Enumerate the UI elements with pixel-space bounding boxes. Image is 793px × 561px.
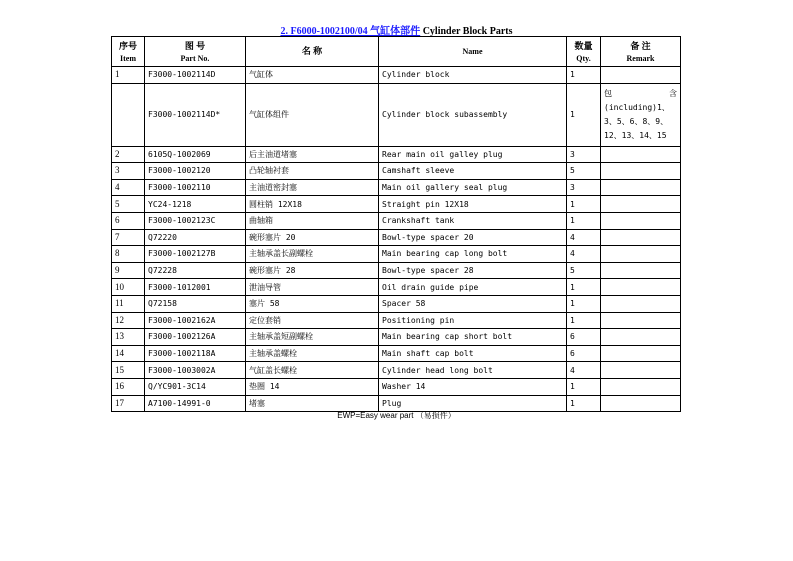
part-no-cell: F3000-1002123C (145, 212, 246, 229)
qty-cell: 3 (567, 179, 601, 196)
name-zh-cell: 凸轮轴衬套 (246, 163, 379, 180)
name-en-cell: Crankshaft tank (379, 212, 567, 229)
qty-cell: 1 (567, 212, 601, 229)
table-row (112, 146, 681, 163)
item-cell: 1 (112, 67, 145, 84)
qty-cell: 3 (567, 146, 601, 163)
item-cell: 7 (112, 229, 145, 246)
name-zh-cell: 主轴承盖长副螺栓 (246, 246, 379, 263)
remark-line: 3、5、6、8、9、 (604, 116, 669, 126)
name-en-cell: Cylinder head long bolt (379, 362, 567, 379)
part-no-cell: F3000-1002118A (145, 345, 246, 362)
table-row (112, 196, 681, 213)
qty-cell: 1 (567, 196, 601, 213)
part-no-cell: Q/YC901-3C14 (145, 378, 246, 395)
remark-cell (601, 345, 681, 362)
name-en-cell: Cylinder block (379, 67, 567, 84)
table-row (112, 163, 681, 180)
remark-line: (including)1、 (604, 102, 670, 112)
name-en-cell: Main bearing cap short bolt (379, 329, 567, 346)
name-zh-cell: 曲轴箱 (246, 212, 379, 229)
part-no-cell: F3000-1002120 (145, 163, 246, 180)
qty-cell: 1 (567, 312, 601, 329)
remark-cell (601, 67, 681, 84)
title-link[interactable]: 2. F6000-1002100/04 气缸体部件 (280, 26, 421, 37)
remark-cell (601, 196, 681, 213)
name-zh-cell: 定位套销 (246, 312, 379, 329)
qty-cell: 4 (567, 362, 601, 379)
part-no-cell: F3000-1002114D* (145, 83, 246, 146)
item-cell: 12 (112, 312, 145, 329)
remark-cell (601, 163, 681, 180)
name-en-cell: Main bearing cap long bolt (379, 246, 567, 263)
name-zh-cell: 碗形塞片 20 (246, 229, 379, 246)
name-zh-cell: 圆柱销 12X18 (246, 196, 379, 213)
name-zh-cell: 主轴承盖螺栓 (246, 345, 379, 362)
item-cell: 14 (112, 345, 145, 362)
item-cell: 16 (112, 378, 145, 395)
item-cell: 10 (112, 279, 145, 296)
part-no-cell: YC24-1218 (145, 196, 246, 213)
qty-cell: 5 (567, 262, 601, 279)
item-cell: 13 (112, 329, 145, 346)
remark-cell (601, 329, 681, 346)
item-cell: 5 (112, 196, 145, 213)
remark-cell (601, 212, 681, 229)
header-remark: 备 注 Remark (601, 37, 681, 67)
item-cell: 2 (112, 146, 145, 163)
remark-cell (601, 146, 681, 163)
table-row (112, 229, 681, 246)
item-cell: 6 (112, 212, 145, 229)
table-row (112, 329, 681, 346)
remark-cell (601, 229, 681, 246)
qty-cell: 1 (567, 378, 601, 395)
name-en-cell: Straight pin 12X18 (379, 196, 567, 213)
qty-cell: 6 (567, 345, 601, 362)
table-row (112, 295, 681, 312)
item-cell: 17 (112, 395, 145, 412)
part-no-cell: Q72220 (145, 229, 246, 246)
remark-cell (601, 262, 681, 279)
part-no-cell: F3000-1002114D (145, 67, 246, 84)
part-no-cell: A7100-14991-0 (145, 395, 246, 412)
remark-line: 包 (604, 88, 612, 98)
part-no-cell: 6105Q-1002069 (145, 146, 246, 163)
name-en-cell: Main oil gallery seal plug (379, 179, 567, 196)
part-no-cell: Q72158 (145, 295, 246, 312)
header-name-zh: 名 称 (246, 37, 379, 67)
part-no-cell: F3000-1002126A (145, 329, 246, 346)
qty-cell: 4 (567, 246, 601, 263)
parts-table (111, 36, 681, 412)
name-en-cell: Plug (379, 395, 567, 412)
item-cell: 3 (112, 163, 145, 180)
part-no-cell: F3000-1003002A (145, 362, 246, 379)
name-zh-cell: 主轴承盖短副螺栓 (246, 329, 379, 346)
name-zh-cell: 塞片 58 (246, 295, 379, 312)
table-row (112, 83, 681, 146)
page-title (0, 22, 793, 37)
item-cell: 4 (112, 179, 145, 196)
table-row (112, 362, 681, 379)
name-en-cell: Oil drain guide pipe (379, 279, 567, 296)
item-cell (112, 83, 145, 146)
header-item: 序号 Item (112, 37, 145, 67)
part-no-cell: F3000-1002110 (145, 179, 246, 196)
remark-cell (601, 312, 681, 329)
part-no-cell: F3000-1002162A (145, 312, 246, 329)
table-row (112, 179, 681, 196)
name-en-cell: Washer 14 (379, 378, 567, 395)
remark-cell (601, 179, 681, 196)
item-cell: 11 (112, 295, 145, 312)
name-en-cell: Rear main oil galley plug (379, 146, 567, 163)
part-no-cell: F3000-1012001 (145, 279, 246, 296)
name-en-cell: Cylinder block subassembly (379, 83, 567, 146)
footnote: EWP=Easy wear part （易损件） (337, 411, 456, 420)
name-zh-cell: 堵塞 (246, 395, 379, 412)
name-zh-cell: 泄油导管 (246, 279, 379, 296)
table-row (112, 279, 681, 296)
qty-cell: 6 (567, 329, 601, 346)
name-en-cell: Main shaft cap bolt (379, 345, 567, 362)
remark-cell (601, 83, 681, 146)
qty-cell: 1 (567, 83, 601, 146)
item-cell: 15 (112, 362, 145, 379)
name-en-cell: Positioning pin (379, 312, 567, 329)
qty-cell: 5 (567, 163, 601, 180)
name-zh-cell: 气缸盖长螺栓 (246, 362, 379, 379)
name-en-cell: Spacer 58 (379, 295, 567, 312)
part-no-cell: F3000-1002127B (145, 246, 246, 263)
table-row (112, 246, 681, 263)
remark-cell (601, 246, 681, 263)
table-row (112, 345, 681, 362)
qty-cell: 1 (567, 395, 601, 412)
remark-line: 含 (669, 88, 677, 98)
qty-cell: 1 (567, 279, 601, 296)
remark-cell (601, 295, 681, 312)
name-zh-cell: 垫圈 14 (246, 378, 379, 395)
table-row (112, 378, 681, 395)
part-no-cell: Q72228 (145, 262, 246, 279)
remark-cell (601, 279, 681, 296)
name-zh-cell: 气缸体 (246, 67, 379, 84)
name-en-cell: Bowl-type spacer 20 (379, 229, 567, 246)
name-en-cell: Camshaft sleeve (379, 163, 567, 180)
header-part-no: 图 号 Part No. (145, 37, 246, 67)
qty-cell: 4 (567, 229, 601, 246)
table-row (112, 262, 681, 279)
table-row (112, 67, 681, 84)
qty-cell: 1 (567, 295, 601, 312)
item-cell: 9 (112, 262, 145, 279)
header-name-en: Name (379, 37, 567, 67)
remark-line: 12、13、14、15 (604, 130, 667, 140)
name-zh-cell: 主油道密封塞 (246, 179, 379, 196)
name-en-cell: Bowl-type spacer 28 (379, 262, 567, 279)
item-cell: 8 (112, 246, 145, 263)
name-zh-cell: 碗形塞片 28 (246, 262, 379, 279)
title-suffix: Cylinder Block Parts (420, 26, 513, 37)
table-row (112, 312, 681, 329)
table-row (112, 212, 681, 229)
name-zh-cell: 气缸体组件 (246, 83, 379, 146)
name-zh-cell: 后主油道堵塞 (246, 146, 379, 163)
header-qty: 数量 Qty. (567, 37, 601, 67)
remark-cell (601, 362, 681, 379)
remark-cell (601, 378, 681, 395)
qty-cell: 1 (567, 67, 601, 84)
